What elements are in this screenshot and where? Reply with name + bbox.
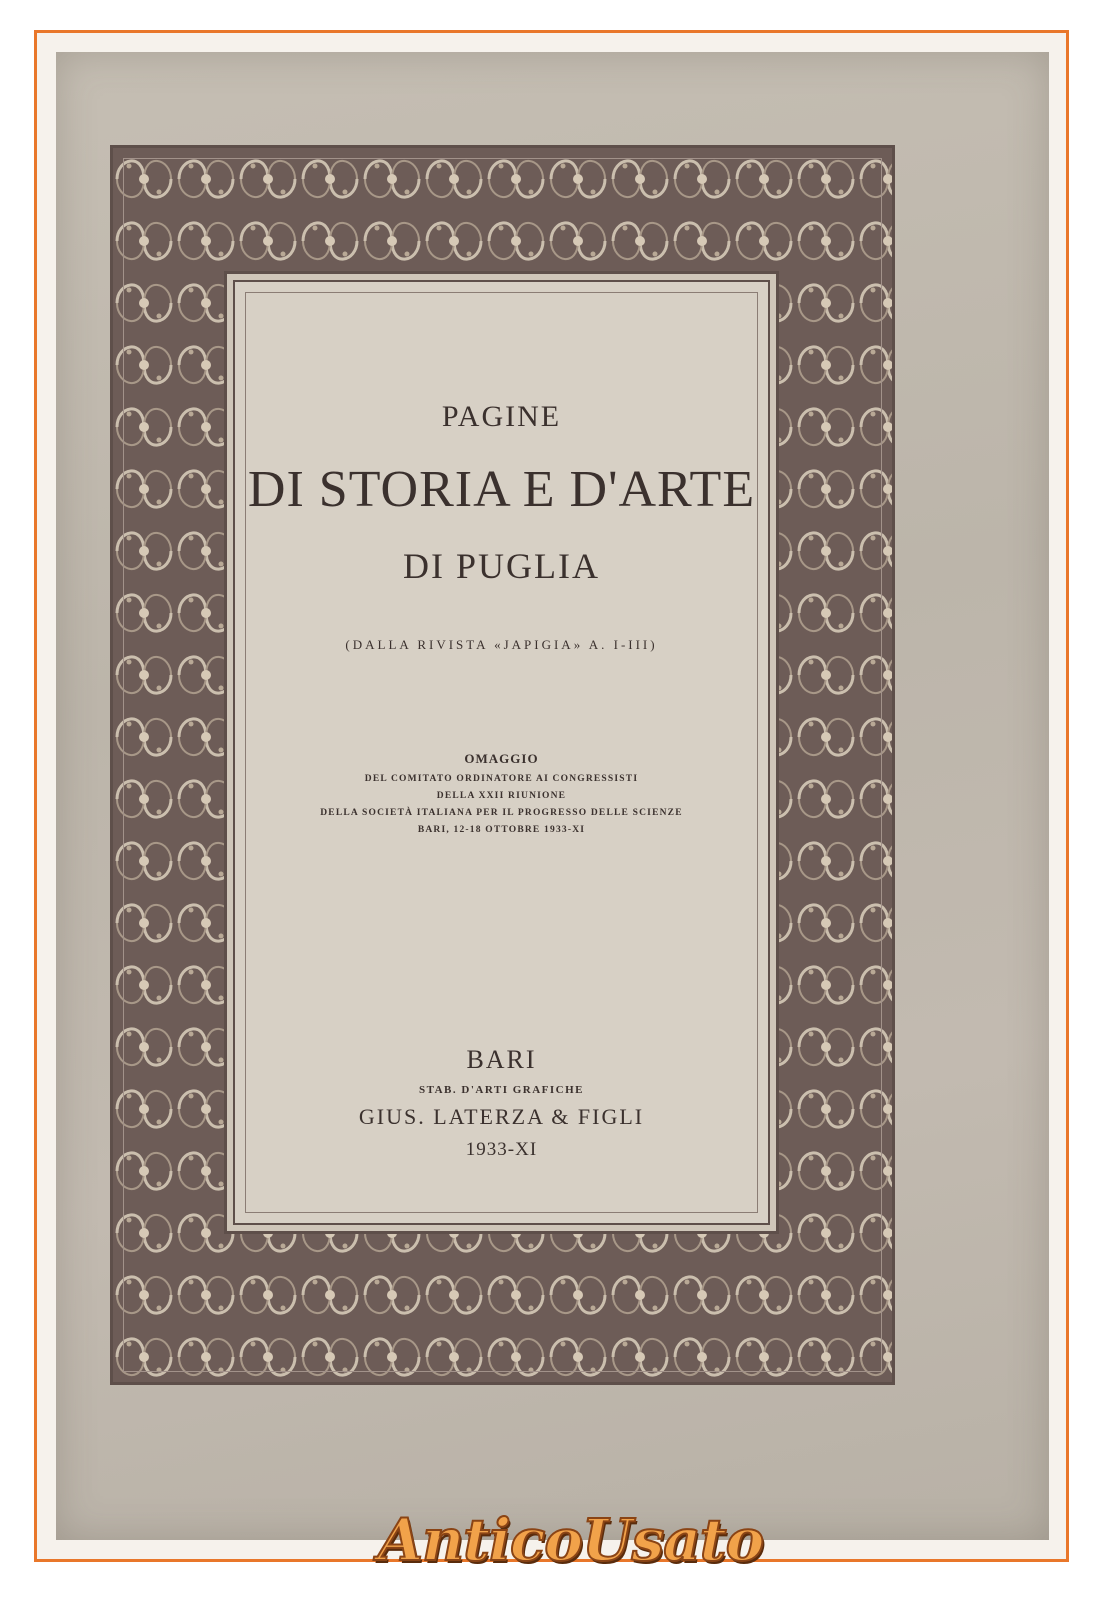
imprint-press: STAB. D'ARTI GRAFICHE [418, 1084, 585, 1096]
dedication-line: DELLA XXII RIUNIONE [436, 791, 567, 801]
imprint-year: 1933-XI [465, 1139, 538, 1160]
imprint-publisher: GIUS. LATERZA & FIGLI [358, 1104, 645, 1129]
source-note: (DALLA RIVISTA «JAPIGIA» A. I-III) [345, 637, 658, 652]
title-panel [233, 280, 770, 1225]
dedication-line: DEL COMITATO ORDINATORE AI CONGRESSISTI [364, 774, 639, 784]
imprint-city: BARI [466, 1045, 537, 1074]
dedication-line: DELLA SOCIETÀ ITALIANA PER IL PROGRESSO DELLE SCIENZE [320, 808, 683, 818]
shop-watermark-logo [378, 1506, 764, 1576]
dedication-line: BARI, 12-18 OTTOBRE 1933-XI [417, 825, 586, 835]
watermark-text: AnticoUsato [378, 1506, 764, 1574]
sub-title: DI PUGLIA [403, 546, 600, 586]
pre-title: PAGINE [441, 400, 562, 433]
main-title: DI STORIA E D'ARTE [247, 461, 756, 518]
dedication-heading: OMAGGIO [464, 751, 539, 766]
